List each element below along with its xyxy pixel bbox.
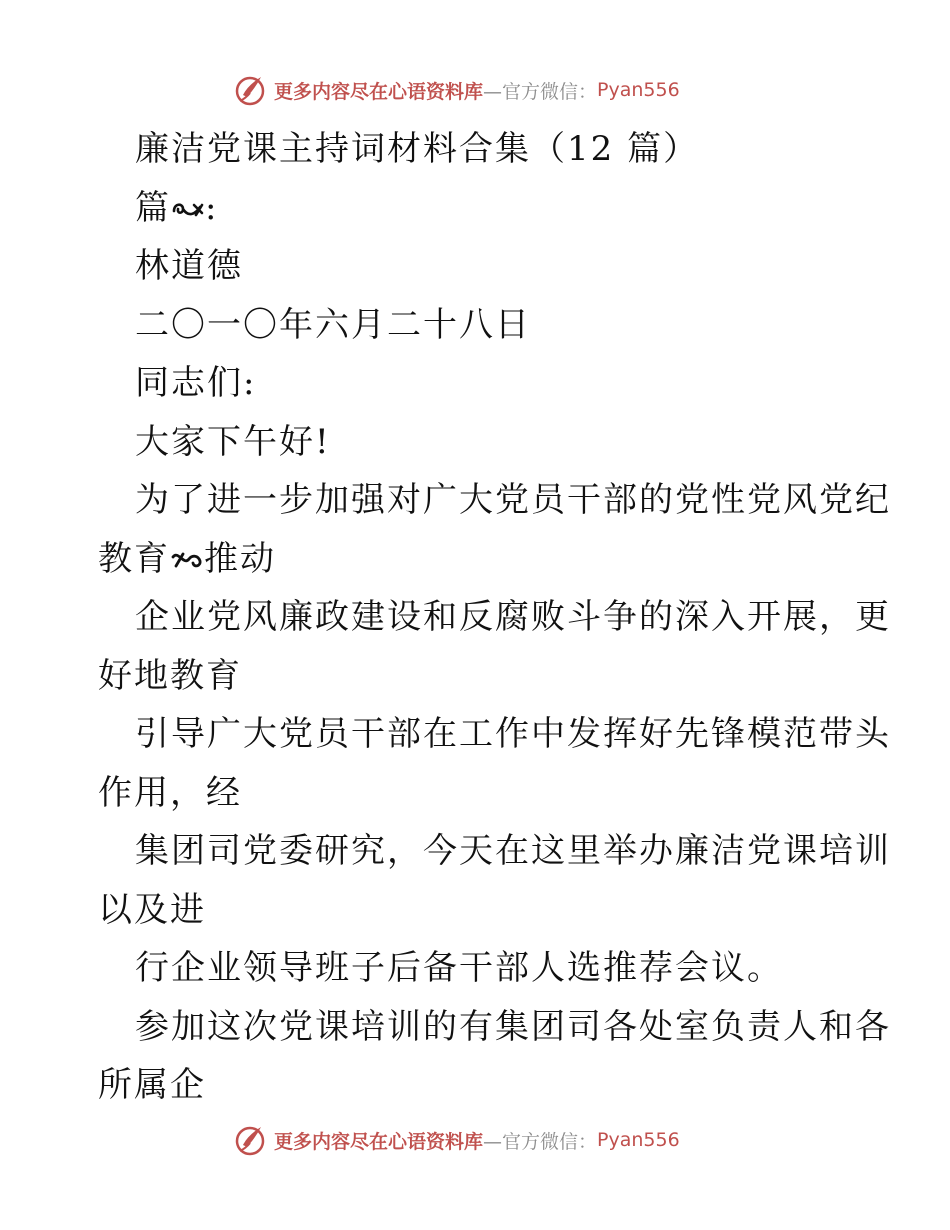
watermark-text: 更多内容尽在心语资料库	[274, 80, 484, 103]
watermark-wechat-label: —官方微信：	[483, 1130, 598, 1153]
paragraph-6-line-2: 所属企	[98, 1065, 206, 1105]
paragraph-1-text-b: 推动	[204, 538, 276, 579]
paragraph-4-line-1: 集团司党委研究，今天在这里举办廉洁党课培训	[135, 831, 891, 871]
paragraph-6-line-1: 参加这次党课培训的有集团司各处室负责人和各	[135, 1006, 891, 1047]
paragraph-1-line-2	[98, 530, 854, 589]
swirl-ornament-icon	[170, 547, 204, 573]
section-prefix: 篇	[135, 187, 171, 228]
speaker-name: 林道德	[135, 246, 243, 286]
greeting: 大家下午好!	[135, 421, 331, 462]
paragraph-2-line-1: 企业党风廉政建设和反腐败斗争的深入开展，更	[135, 597, 891, 637]
paragraph-1-line-1: 为了进一步加强对广大党员干部的党性党风党纪	[135, 480, 891, 520]
paragraph-1-text-a: 教育	[98, 538, 170, 579]
watermark-wechat-id: Pyan556	[597, 79, 680, 101]
watermark-wechat-id: Pyan556	[597, 1129, 680, 1151]
section-heading	[98, 179, 854, 238]
salutation: 同志们:	[135, 363, 257, 403]
document-title: 廉洁党课主持词材料合集（12 篇）	[135, 129, 700, 169]
pen-logo-icon	[234, 1123, 268, 1157]
footer-watermark	[234, 1120, 754, 1160]
watermark-text: 更多内容尽在心语资料库	[274, 1130, 484, 1153]
paragraph-2-line-2: 好地教育	[98, 655, 242, 696]
section-suffix: :	[205, 187, 219, 228]
scroll-ornament-icon	[171, 196, 205, 222]
paragraph-3-line-1: 引导广大党员干部在工作中发挥好先锋模范带头	[135, 714, 891, 754]
header-watermark	[234, 70, 754, 110]
document-date: 二〇一〇年六月二十八日	[135, 304, 531, 345]
paragraph-3-line-2: 作用，经	[98, 772, 242, 813]
paragraph-5-line-1: 行企业领导班子后备干部人选推荐会议。	[135, 948, 783, 988]
watermark-wechat-label: —官方微信：	[483, 80, 598, 103]
pen-logo-icon	[234, 73, 268, 107]
document-body	[98, 120, 891, 1115]
paragraph-4-line-2: 以及进	[98, 889, 206, 930]
